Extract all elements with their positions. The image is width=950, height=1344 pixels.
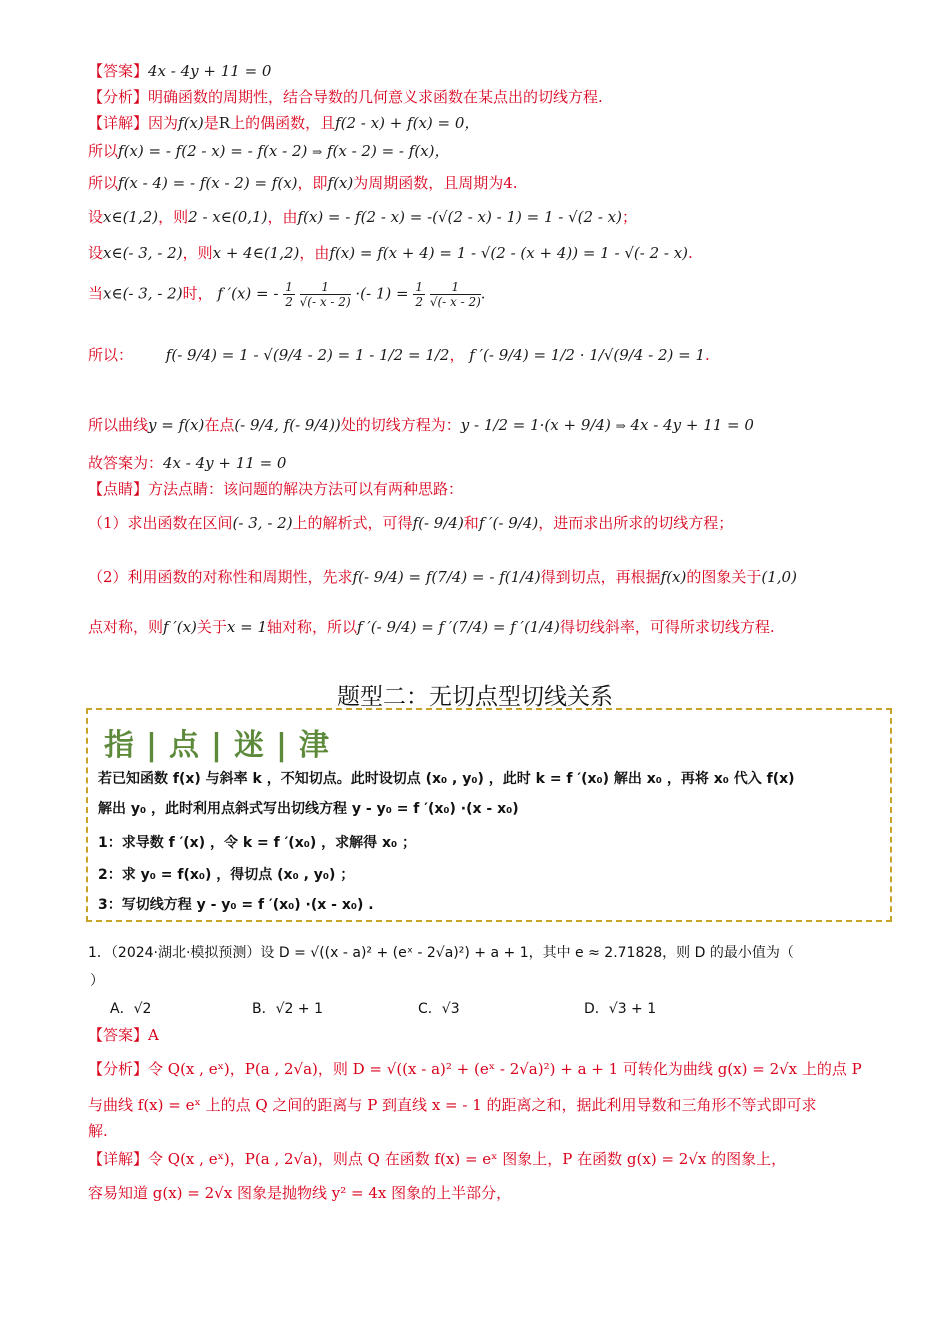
final-answer-line (88, 452, 286, 474)
formula: f ′(x) = - (217, 284, 279, 303)
text: 处的切线方程为： (340, 416, 461, 434)
tip-line-2: 解出 y₀ ，此时利用点斜式写出切线方程 y - y₀ = f ′(x₀) ·(x - x₀) (98, 801, 519, 817)
formula: y = f(x) (148, 416, 205, 434)
fraction: $\frac{1}{√(- x - 2)}$ (299, 280, 351, 309)
text: 在点 (204, 416, 235, 434)
formula: f(x - 4) = - f(x - 2) = f(x) (118, 174, 298, 192)
formula: f(- 9/4) = 1 - √(9/4 - 2) = 1 - 1/2 = 1/2 (165, 346, 450, 364)
text: ，则 (158, 208, 189, 226)
text: 为周期函数，且周期为 (353, 174, 504, 192)
tip-title-separator: | (275, 728, 289, 763)
formula: f ′(- 9/4) = 1/2 · 1/√(9/4 - 2) = 1 (469, 346, 706, 364)
text: 设 (88, 244, 104, 262)
implies-symbol: ⇒ (615, 419, 626, 433)
formula: x∈(- 3, - 2) (103, 284, 183, 303)
text: 时， (182, 284, 213, 303)
text: ，由 (267, 208, 298, 226)
option-a[interactable]: A．√2 (110, 1001, 152, 1017)
tip-title-char: 津 (298, 728, 331, 763)
text: 令 Q(x , eˣ)，P(a , 2√a)，则 D = √((x - a)² + (eˣ - 2√a)²) + a + 1 可转化为曲线 g(x) = 2√x 上的点 P (148, 1060, 862, 1078)
text: 当 (88, 284, 104, 303)
formula: x∈(1,2) (103, 208, 159, 226)
formula: f ′(- 9/4) (478, 514, 539, 532)
formula: ·(- 1) = (355, 284, 409, 303)
method-2 (88, 566, 797, 588)
detail-line-6: 当x∈(- 3, - 2)时， f ′(x) = - $\frac{1}{2}$ $\frac{1}{√(- x - 2)}$ ·(- 1) = $\frac{1}{2}$ $\frac{1}{√(- x - 2)}$ . (88, 280, 486, 309)
text: 上的偶函数，且 (230, 114, 336, 132)
text: 所以 (88, 142, 119, 160)
formula: f ′(- 9/4) = f ′(7/4) = f ′(1/4) (357, 618, 560, 636)
detail2-line-1 (88, 1148, 786, 1170)
fraction: $\frac{1}{√(- x - 2)}$ (429, 280, 481, 309)
text: 因为 (148, 114, 179, 132)
tip-title-char: 指 (104, 728, 136, 763)
detail-line-1 (88, 112, 479, 134)
tip-title-separator: | (146, 728, 159, 763)
text: 4. (503, 174, 518, 192)
method-2-cont (88, 616, 775, 638)
option-d[interactable]: D．√3 + 1 (584, 1001, 657, 1017)
detail-line-2 (88, 140, 450, 163)
formula: R (218, 114, 231, 132)
analysis2-line-3: 解. (88, 1122, 108, 1140)
formula: f(x) = - f(2 - x) = -(√(2 - x) - 1) = 1 - √(2 - x) (297, 208, 622, 226)
formula: (- 9/4, f(- 9/4)) (234, 416, 341, 434)
detail-line-7 (88, 344, 710, 366)
answer2-line (88, 1024, 159, 1046)
detail-line-5 (88, 242, 693, 264)
tip-title-char: 迷 (233, 728, 266, 763)
text: 和 (463, 514, 479, 532)
text: . (705, 346, 710, 364)
formula: x∈(- 3, - 2) (103, 244, 183, 262)
text: 上的解析式，可得 (292, 514, 413, 532)
formula: f(2 - x) + f(x) = 0， (335, 114, 480, 132)
option-c[interactable]: C．√3 (418, 1001, 460, 1017)
detail-tag: 【详解】 (88, 114, 149, 132)
text: ，则 (182, 244, 213, 262)
text: ，由 (299, 244, 330, 262)
formula: f(- 9/4) (412, 514, 464, 532)
text: 方法点睛：该问题的解决方法可以有两种思路： (148, 480, 464, 498)
answer-value: 4x - 4y + 11 = 0 (148, 62, 272, 80)
comment-tag: 【点睛】 (88, 480, 149, 498)
answer-tag: 【答案】 (88, 1026, 149, 1044)
answer-line (88, 60, 271, 82)
text: 得到切点，再根据 (540, 568, 661, 586)
formula: x = 1 (226, 618, 268, 636)
formula: 4x - 4y + 11 = 0 (163, 454, 287, 472)
fraction: $\frac{1}{2}$ (285, 280, 293, 309)
question-1: 1．（2024·湖北·模拟预测）设 D = √((x - a)² + (eˣ - 2√a)²) + a + 1，其中 e ≈ 2.71828，则 D 的最小值为（ (88, 945, 794, 961)
text: 令 Q(x , eˣ)，P(a , 2√a)，则点 Q 在函数 f(x) = eˣ 图象上，P 在函数 g(x) = 2√x 的图象上， (148, 1150, 787, 1168)
text: 所以： (88, 346, 134, 364)
analysis2-line-2: 与曲线 f(x) = eˣ 上的点 Q 之间的距离与 P 到直线 x = - 1 的距离之和，据此利用导数和三角形不等式即可求 (88, 1096, 817, 1114)
formula: f(- 9/4) = f(7/4) = - f(1/4) (352, 568, 541, 586)
text: 所以 (88, 174, 119, 192)
tip-box-title (104, 720, 331, 764)
analysis-text: 明确函数的周期性，结合导数的几何意义求函数在某点出的切线方程. (148, 88, 603, 106)
tip-line-1: 若已知函数 f(x) 与斜率 k ，不知切点。此时设切点 (x₀ , y₀) ，此时 k = f ′(x₀) 解出 x₀ ，再将 x₀ 代入 f(x) (98, 771, 795, 787)
fraction: $\frac{1}{2}$ (415, 280, 424, 309)
formula: f(x) (327, 174, 354, 192)
formula: (1,0) (761, 568, 797, 586)
detail-line-3 (88, 172, 518, 194)
text: 得切线斜率，可得所求切线方程. (559, 618, 775, 636)
text: 设 (88, 208, 104, 226)
detail-line-8 (88, 414, 754, 437)
formula: 2 - x∈(0,1) (188, 208, 268, 226)
method-1 (88, 512, 733, 534)
answer-value: A (148, 1026, 159, 1044)
text: 是 (203, 114, 219, 132)
text: ， (449, 346, 465, 364)
formula: f ′(x) (163, 618, 197, 636)
tip-step-2: 2：求 y₀ = f(x₀) ，得切点 (x₀ , y₀) ； (98, 867, 355, 883)
formula: (- 3, - 2) (232, 514, 293, 532)
tip-step-3: 3：写切线方程 y - y₀ = f ′(x₀) ·(x - x₀) . (98, 897, 374, 913)
formula: y - 1/2 = 1·(x + 9/4) (460, 416, 611, 434)
formula: f(x) (178, 114, 204, 132)
text: （1）求出函数在区间 (88, 514, 233, 532)
text: （2）利用函数的对称性和周期性，先求 (88, 568, 353, 586)
comment-line (88, 478, 463, 500)
text: ，进而求出所求的切线方程； (538, 514, 734, 532)
tip-step-1: 1：求导数 f ′(x) ，令 k = f ′(x₀) ，求解得 x₀ ； (98, 835, 417, 851)
answer-tag: 【答案】 (88, 62, 149, 80)
text: 点对称，则 (88, 618, 164, 636)
section-title: 题型二：无切点型切线关系 (337, 684, 613, 710)
question-1-close: ） (90, 973, 104, 989)
formula: f(x) = - f(2 - x) = - f(x - 2) (118, 142, 308, 160)
text: ； (622, 208, 638, 226)
text: . (688, 244, 693, 262)
detail-tag: 【详解】 (88, 1150, 149, 1168)
analysis2-line-1 (88, 1058, 862, 1080)
text: 所以曲线 (88, 416, 149, 434)
text: 的图象关于 (686, 568, 762, 586)
formula: f(x) (660, 568, 687, 586)
formula: f(x) = f(x + 4) = 1 - √(2 - (x + 4)) = 1 - √(- 2 - x) (329, 244, 689, 262)
analysis-line (88, 86, 603, 108)
formula: 4x - 4y + 11 = 0 (630, 416, 754, 434)
text: ，即 (297, 174, 328, 192)
detail-line-4 (88, 206, 637, 228)
tip-title-separator: | (210, 728, 224, 763)
detail2-line-2: 容易知道 g(x) = 2√x 图象是抛物线 y² = 4x 图象的上半部分， (88, 1184, 512, 1202)
formula: f(x - 2) = - f(x)， (326, 142, 450, 160)
analysis-tag: 【分析】 (88, 1060, 149, 1078)
text: 轴对称，所以 (267, 618, 358, 636)
formula: x + 4∈(1,2) (212, 244, 300, 262)
text: 关于 (196, 618, 227, 636)
implies-symbol: ⇒ (312, 145, 323, 159)
option-b[interactable]: B．√2 + 1 (252, 1001, 323, 1017)
analysis-tag: 【分析】 (88, 88, 149, 106)
tip-title-char: 点 (168, 728, 201, 763)
text: 故答案为： (88, 454, 164, 472)
